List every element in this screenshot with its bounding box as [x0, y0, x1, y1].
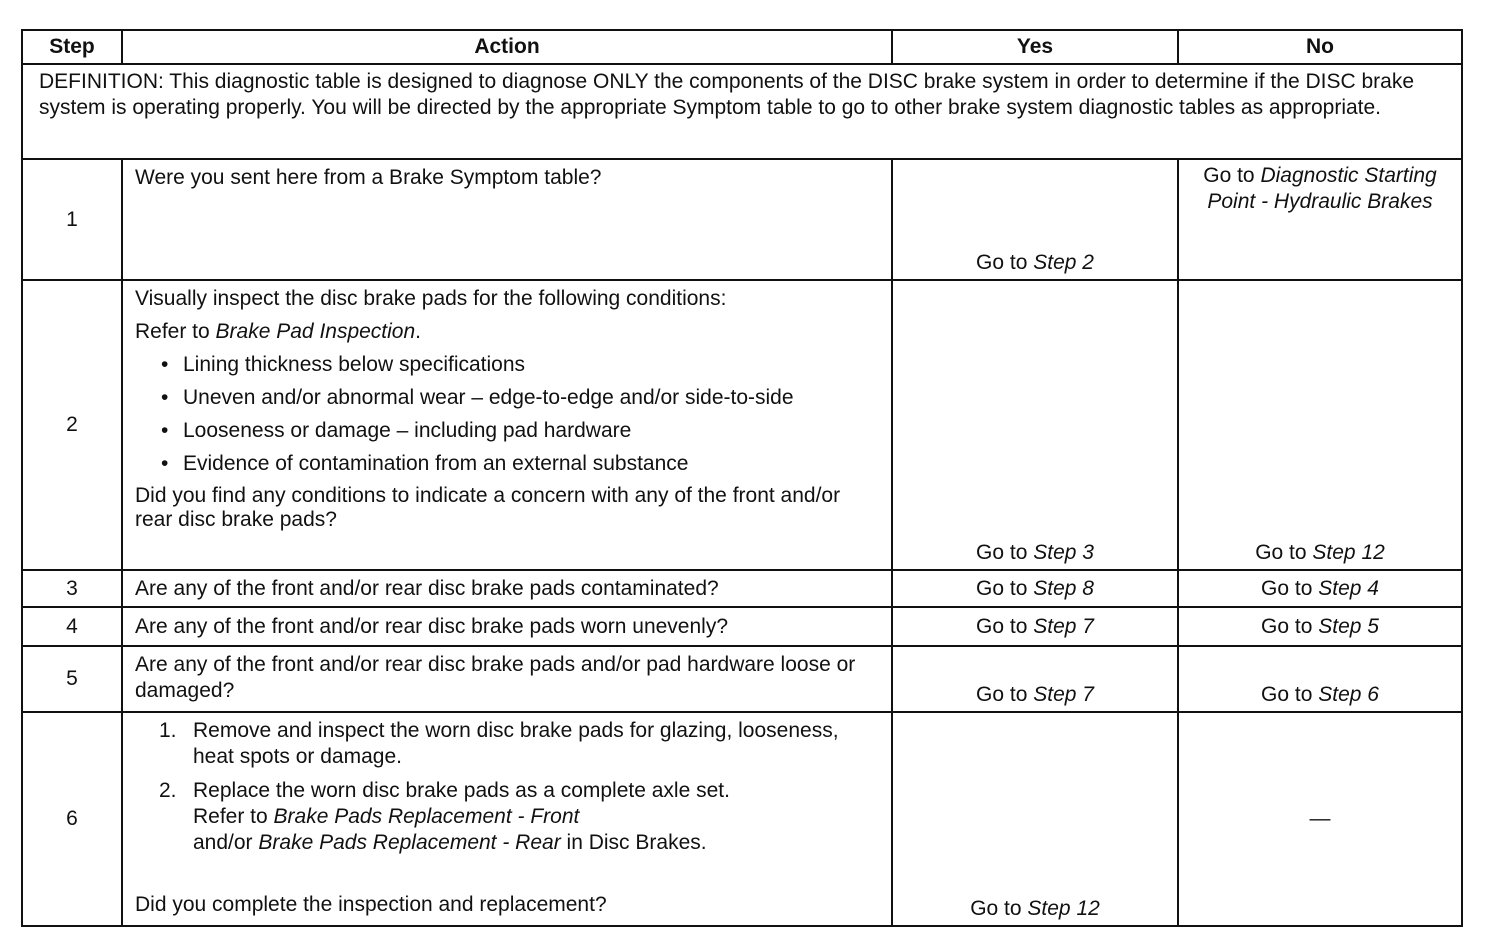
goto-label: Go to [1261, 614, 1313, 638]
goto-label: Go to [976, 576, 1028, 600]
table-row [22, 159, 1462, 280]
no-cell [1178, 570, 1462, 607]
list-item-text: Uneven and/or abnormal wear – edge-to-edge and/or side-to-side [183, 386, 794, 409]
list-item [159, 718, 881, 770]
bullet-icon: • [161, 419, 169, 442]
no-cell [1178, 646, 1462, 712]
goto-label: Go to [1261, 683, 1313, 706]
step-number: 6 [22, 712, 122, 926]
rear-pads-replacement-link[interactable]: Brake Pads Replacement - Rear [258, 831, 561, 854]
goto-label: Go to [1203, 164, 1255, 187]
goto-label: Go to [976, 541, 1028, 564]
list-item-text: Remove and inspect the worn disc brake pads for glazing, looseness, heat spots or damage. [193, 719, 839, 768]
definition-row [22, 64, 1462, 159]
no-step-link[interactable]: Step 4 [1318, 576, 1379, 600]
yes-step-link[interactable]: Step 7 [1033, 683, 1094, 706]
diagnostic-table [21, 29, 1463, 927]
list-item-text: Replace the worn disc brake pads as a complete axle set. [193, 779, 730, 802]
step-number: 1 [22, 159, 122, 280]
goto-label: Go to [976, 614, 1028, 638]
refer-prefix: Refer to [135, 320, 210, 343]
table-row [22, 646, 1462, 712]
table-row [22, 607, 1462, 646]
in-disc-brakes-text: in Disc Brakes. [566, 831, 707, 854]
condition-list [135, 352, 881, 477]
list-item-text: Evidence of contamination from an external substance [183, 452, 689, 475]
list-item [161, 352, 881, 378]
goto-label: Go to [1255, 541, 1307, 564]
header-row [22, 30, 1462, 64]
yes-cell [892, 159, 1178, 280]
action-question: Did you find any conditions to indicate a concern with any of the front and/or rear disc brake pads? [135, 484, 841, 531]
action-cell [122, 712, 892, 926]
yes-step-link[interactable]: Step 3 [1033, 541, 1094, 564]
step-number: 5 [22, 646, 122, 712]
header-no: No [1178, 30, 1462, 64]
no-step-link[interactable]: Step 12 [1312, 541, 1385, 564]
yes-cell [892, 712, 1178, 926]
yes-cell [892, 570, 1178, 607]
action-intro: Visually inspect the disc brake pads for the following conditions: [135, 287, 727, 310]
bullet-icon: • [161, 353, 169, 376]
list-item-text: Looseness or damage – including pad hardware [183, 419, 632, 442]
action-cell: Were you sent here from a Brake Symptom table? [122, 159, 892, 280]
no-step-link[interactable]: Step 6 [1318, 683, 1379, 706]
goto-label: Go to [976, 251, 1028, 274]
yes-cell [892, 607, 1178, 646]
action-cell [122, 280, 892, 570]
no-cell [1178, 607, 1462, 646]
bullet-icon: • [161, 452, 169, 475]
definition-text: DEFINITION: This diagnostic table is designed to diagnose ONLY the components of the DISC brake system in order to determine if the DISC brake system is operating properly. You will be directed by the appropriate Symptom table to go to other brake system diagnostic tables as appropriate. [22, 64, 1462, 159]
step-number: 3 [22, 570, 122, 607]
header-yes: Yes [892, 30, 1178, 64]
item-number: 1. [159, 719, 177, 742]
goto-label: Go to [970, 897, 1022, 920]
table-row [22, 570, 1462, 607]
yes-step-link[interactable]: Step 12 [1027, 897, 1100, 920]
list-item-text: Lining thickness below specifications [183, 353, 526, 376]
table-row [22, 712, 1462, 926]
action-cell: Are any of the front and/or rear disc brake pads worn unevenly? [122, 607, 892, 646]
list-item [161, 451, 881, 477]
list-item [161, 418, 881, 444]
no-step-link[interactable]: Step 5 [1318, 614, 1379, 638]
list-item [161, 385, 881, 411]
front-pads-replacement-link[interactable]: Brake Pads Replacement - Front [273, 805, 580, 828]
brake-pad-inspection-link[interactable]: Brake Pad Inspection [215, 320, 416, 343]
item-number: 2. [159, 779, 177, 802]
action-question: Did you complete the inspection and replacement? [135, 893, 607, 916]
yes-step-link[interactable]: Step 7 [1033, 614, 1094, 638]
no-cell [1178, 280, 1462, 570]
list-item [159, 778, 881, 856]
no-cell [1178, 159, 1462, 280]
yes-cell [892, 646, 1178, 712]
action-cell: Are any of the front and/or rear disc brake pads contaminated? [122, 570, 892, 607]
bullet-icon: • [161, 386, 169, 409]
action-cell: Are any of the front and/or rear disc brake pads and/or pad hardware loose or damaged? [122, 646, 892, 712]
yes-step-link[interactable]: Step 8 [1033, 576, 1094, 600]
yes-cell [892, 280, 1178, 570]
no-doc-link[interactable]: Diagnostic Starting Point - Hydraulic Brakes [1207, 164, 1437, 213]
and-or-text: and/or [193, 831, 253, 854]
header-step: Step [22, 30, 122, 64]
procedure-list [135, 718, 881, 856]
goto-label: Go to [976, 683, 1028, 706]
refer-prefix: Refer to [193, 805, 268, 828]
step-number: 2 [22, 280, 122, 570]
step-number: 4 [22, 607, 122, 646]
goto-label: Go to [1261, 576, 1313, 600]
header-action: Action [122, 30, 892, 64]
table-row [22, 280, 1462, 570]
no-action-dash: — [1309, 807, 1331, 830]
no-cell [1178, 712, 1462, 926]
refer-line [135, 319, 881, 345]
yes-step-link[interactable]: Step 2 [1033, 251, 1094, 274]
refer-suffix: . [415, 320, 422, 343]
